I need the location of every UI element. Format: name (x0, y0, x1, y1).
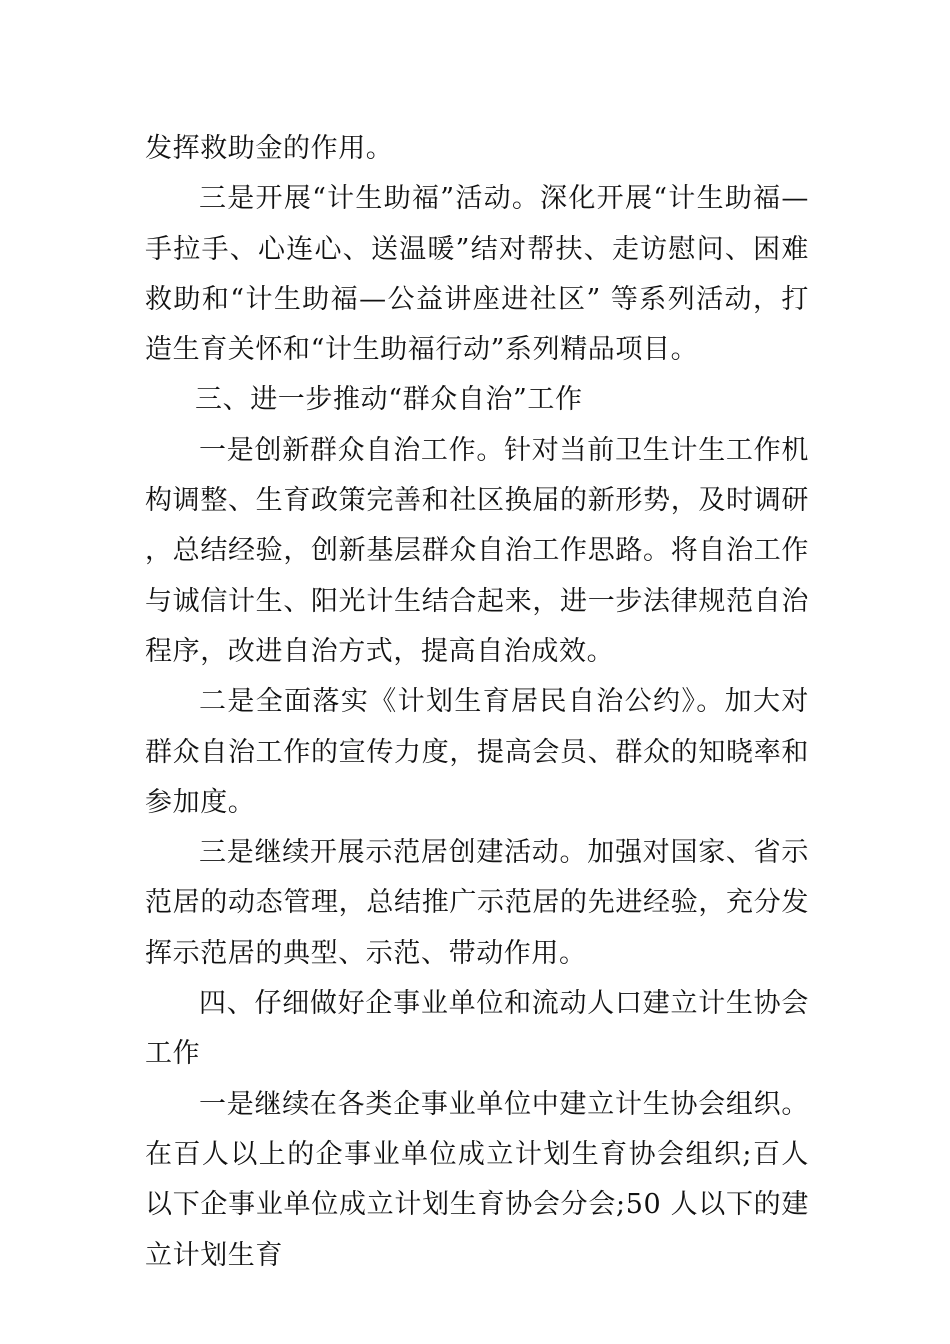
paragraph-4: 一是创新群众自治工作。针对当前卫生计生工作机构调整、生育政策完善和社区换届的新形势，及时调研，总结经验，创新基层群众自治工作思路。将自治工作与诚信计生、阳光计生结合起来，进一步法律规范自治程序，改进自治方式，提高自治成效。 (145, 434, 809, 667)
document-body (145, 124, 809, 1281)
paragraph-2: 三是开展“计生助福”活动。深化开展“计生助福—手拉手、心连心、送温暖”结对帮扶、走访慰问、困难救助和“计生助福—公益讲座进社区” 等系列活动，打造生育关怀和“计生助福行动”系列精品项目。 (145, 183, 809, 366)
paragraph-1: 发挥救助金的作用。 (145, 133, 394, 164)
paragraph-5: 二是全面落实《计划生育居民自治公约》。加大对群众自治工作的宣传力度，提高会员、群众的知晓率和参加度。 (145, 686, 809, 818)
paragraph-6: 三是继续开展示范居创建活动。加强对国家、省示范居的动态管理，总结推广示范居的先进经验，充分发挥示范居的典型、示范、带动作用。 (145, 837, 809, 969)
paragraph-8: 一是继续在各类企事业单位中建立计生协会组织。在百人以上的企事业单位成立计划生育协会组织;百人以下企事业单位成立计划生育协会分会;50 人以下的建立计划生育 (145, 1088, 809, 1271)
section-heading-3: 三、进一步推动“群众自治”工作 (195, 384, 583, 416)
section-heading-4: 四、仔细做好企事业单位和流动人口建立计生协会工作 (145, 988, 809, 1070)
